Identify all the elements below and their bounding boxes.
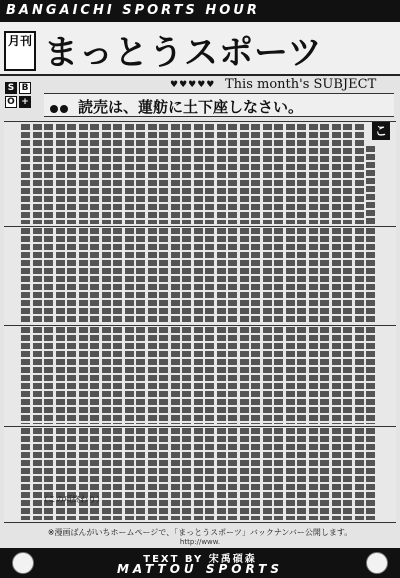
- body-text-column: [67, 124, 76, 224]
- body-text-column: [194, 327, 203, 424]
- body-text-column: [159, 228, 168, 323]
- body-text-column: [297, 327, 306, 424]
- body-text-column: [113, 124, 122, 224]
- body-text-column: [102, 228, 111, 323]
- body-text-column: [205, 428, 214, 520]
- body-text-column: [102, 327, 111, 424]
- sbo-logo: [5, 82, 31, 108]
- body-text-column: [240, 428, 249, 520]
- body-text-column: [56, 428, 65, 520]
- body-text-column: [332, 428, 341, 520]
- body-text-column: [309, 124, 318, 224]
- body-text-column: [355, 124, 364, 224]
- subject-label: This month's SUBJECT: [225, 77, 377, 92]
- body-text-column: [33, 327, 42, 424]
- body-text-column: [67, 327, 76, 424]
- body-text-column: [309, 327, 318, 424]
- body-text-column: [194, 228, 203, 323]
- body-text-column: [343, 327, 352, 424]
- body-text-column: [171, 124, 180, 224]
- body-text-column: [79, 124, 88, 224]
- body-text-column: [159, 124, 168, 224]
- body-text-column: [171, 228, 180, 323]
- body-text-column: [159, 327, 168, 424]
- body-text-column: [182, 428, 191, 520]
- body-text-column: [182, 228, 191, 323]
- body-text-column: [205, 228, 214, 323]
- body-text-column: [44, 428, 53, 520]
- body-text-column: [309, 228, 318, 323]
- body-text-column: [320, 124, 329, 224]
- body-text-column: [251, 228, 260, 323]
- body-text-column: [366, 228, 375, 323]
- body-text-column: [21, 327, 30, 424]
- body-text-column: [251, 327, 260, 424]
- body-text-column: [286, 428, 295, 520]
- body-text-column: [274, 428, 283, 520]
- body-text-column: [21, 428, 30, 520]
- body-text-column: [67, 428, 76, 520]
- body-text-column: [136, 327, 145, 424]
- body-text-column: [263, 327, 272, 424]
- body-text-column: [113, 327, 122, 424]
- body-text-column: [217, 428, 226, 520]
- body-text-column: [194, 124, 203, 224]
- body-text-column: [21, 124, 30, 224]
- body-text-column: [113, 228, 122, 323]
- heart-ornament-icon: ♥♥♥♥♥: [170, 80, 216, 90]
- footer-url: http://www.: [179, 538, 221, 546]
- body-text-column: [332, 228, 341, 323]
- body-text-column: [148, 428, 157, 520]
- body-text-column: [90, 428, 99, 520]
- body-text-column: [79, 327, 88, 424]
- body-text-column: [148, 124, 157, 224]
- body-text-column: [343, 428, 352, 520]
- column-rule: [4, 226, 396, 227]
- body-text-column: [274, 228, 283, 323]
- body-text-column: [90, 124, 99, 224]
- body-text-column: [148, 228, 157, 323]
- footer-brand: MATTOU SPORTS: [116, 562, 284, 576]
- article-headline: 読売は、蓮舫に土下座しなさい。: [78, 98, 304, 116]
- body-text-column: [171, 327, 180, 424]
- logo-letter-s: S: [5, 82, 17, 94]
- body-text-column: [125, 428, 134, 520]
- body-text-column: [251, 428, 260, 520]
- column-label: 月刊: [4, 31, 36, 71]
- body-text-column: [21, 228, 30, 323]
- body-text-column: [182, 124, 191, 224]
- body-text-column: [228, 428, 237, 520]
- body-text-column: [194, 428, 203, 520]
- body-text-column: [217, 124, 226, 224]
- body-text-column: [286, 124, 295, 224]
- body-text-column: [263, 228, 272, 323]
- logo-letter-b: B: [19, 82, 31, 94]
- article-start-glyph: こ: [372, 122, 390, 140]
- body-text-column: [228, 124, 237, 224]
- body-text-column: [274, 327, 283, 424]
- body-text-column: [56, 327, 65, 424]
- dot-bullets-icon: [50, 98, 70, 117]
- body-text-column: [171, 428, 180, 520]
- body-text-column: [274, 124, 283, 224]
- body-text-column: [205, 327, 214, 424]
- body-text-column: [251, 124, 260, 224]
- body-text-column: [56, 228, 65, 323]
- logo-plus: +: [19, 96, 31, 108]
- headline-bar: [44, 93, 394, 117]
- body-text-column: [136, 228, 145, 323]
- body-text-column: [366, 428, 375, 520]
- body-text-column: [90, 228, 99, 323]
- body-text-column: [228, 228, 237, 323]
- body-text-column: [240, 124, 249, 224]
- column-rule: [4, 426, 396, 427]
- body-text-column: [136, 428, 145, 520]
- body-text-column: [355, 228, 364, 323]
- body-text-column: [125, 228, 134, 323]
- body-text-column: [205, 124, 214, 224]
- body-text-column: [240, 228, 249, 323]
- body-text-column: [263, 428, 272, 520]
- body-text-column: [332, 124, 341, 224]
- body-text-column: [67, 228, 76, 323]
- body-text-column: [182, 327, 191, 424]
- body-text-column: [355, 428, 364, 520]
- body-text-column: [320, 327, 329, 424]
- body-text-column: [33, 124, 42, 224]
- body-text-column: [125, 327, 134, 424]
- column-rule: [4, 325, 396, 326]
- body-text-column: [33, 428, 42, 520]
- body-text-column: [343, 124, 352, 224]
- body-text-column: [148, 327, 157, 424]
- body-text-column: [355, 327, 364, 424]
- body-text-column: [263, 124, 272, 224]
- body-text-column: [125, 124, 134, 224]
- body-text-column: [297, 428, 306, 520]
- body-text-column: [240, 327, 249, 424]
- body-text-column: [366, 327, 375, 424]
- body-text-column: [136, 124, 145, 224]
- article-signoff: （この項終わり）: [40, 495, 104, 504]
- body-text-column: [366, 146, 375, 224]
- body-text-column: [44, 228, 53, 323]
- body-text-column: [159, 428, 168, 520]
- body-text-column: [332, 327, 341, 424]
- body-text-column: [113, 428, 122, 520]
- body-text-column: [33, 228, 42, 323]
- body-text-column: [44, 327, 53, 424]
- body-text-column: [309, 428, 318, 520]
- body-text-column: [79, 228, 88, 323]
- body-text-column: [56, 124, 65, 224]
- body-text-column: [217, 228, 226, 323]
- body-text-column: [217, 327, 226, 424]
- body-text-column: [228, 327, 237, 424]
- body-text-column: [286, 228, 295, 323]
- body-text-column: [44, 124, 53, 224]
- top-banner: [0, 0, 400, 22]
- body-text-column: [102, 124, 111, 224]
- body-text-column: [90, 327, 99, 424]
- banner-title: BANGAICHI SPORTS HOUR: [6, 3, 260, 18]
- body-text-column: [102, 428, 111, 520]
- body-text-column: [343, 228, 352, 323]
- body-text-column: [320, 228, 329, 323]
- text-credit: TEXT BY 宋禹碩森: [143, 554, 257, 565]
- body-text-column: [320, 428, 329, 520]
- footer-note: ※漫画ばんがいちホームページで、「まっとうスポーツ」バックナンバー公開します。: [47, 528, 353, 537]
- body-text-column: [79, 428, 88, 520]
- body-text-column: [297, 228, 306, 323]
- logo-letter-o: O: [5, 96, 17, 108]
- column-rule: [4, 121, 396, 122]
- column-rule: [4, 522, 396, 523]
- body-text-column: [286, 327, 295, 424]
- series-title: まっとうスポーツ: [44, 33, 323, 73]
- body-text-column: [297, 124, 306, 224]
